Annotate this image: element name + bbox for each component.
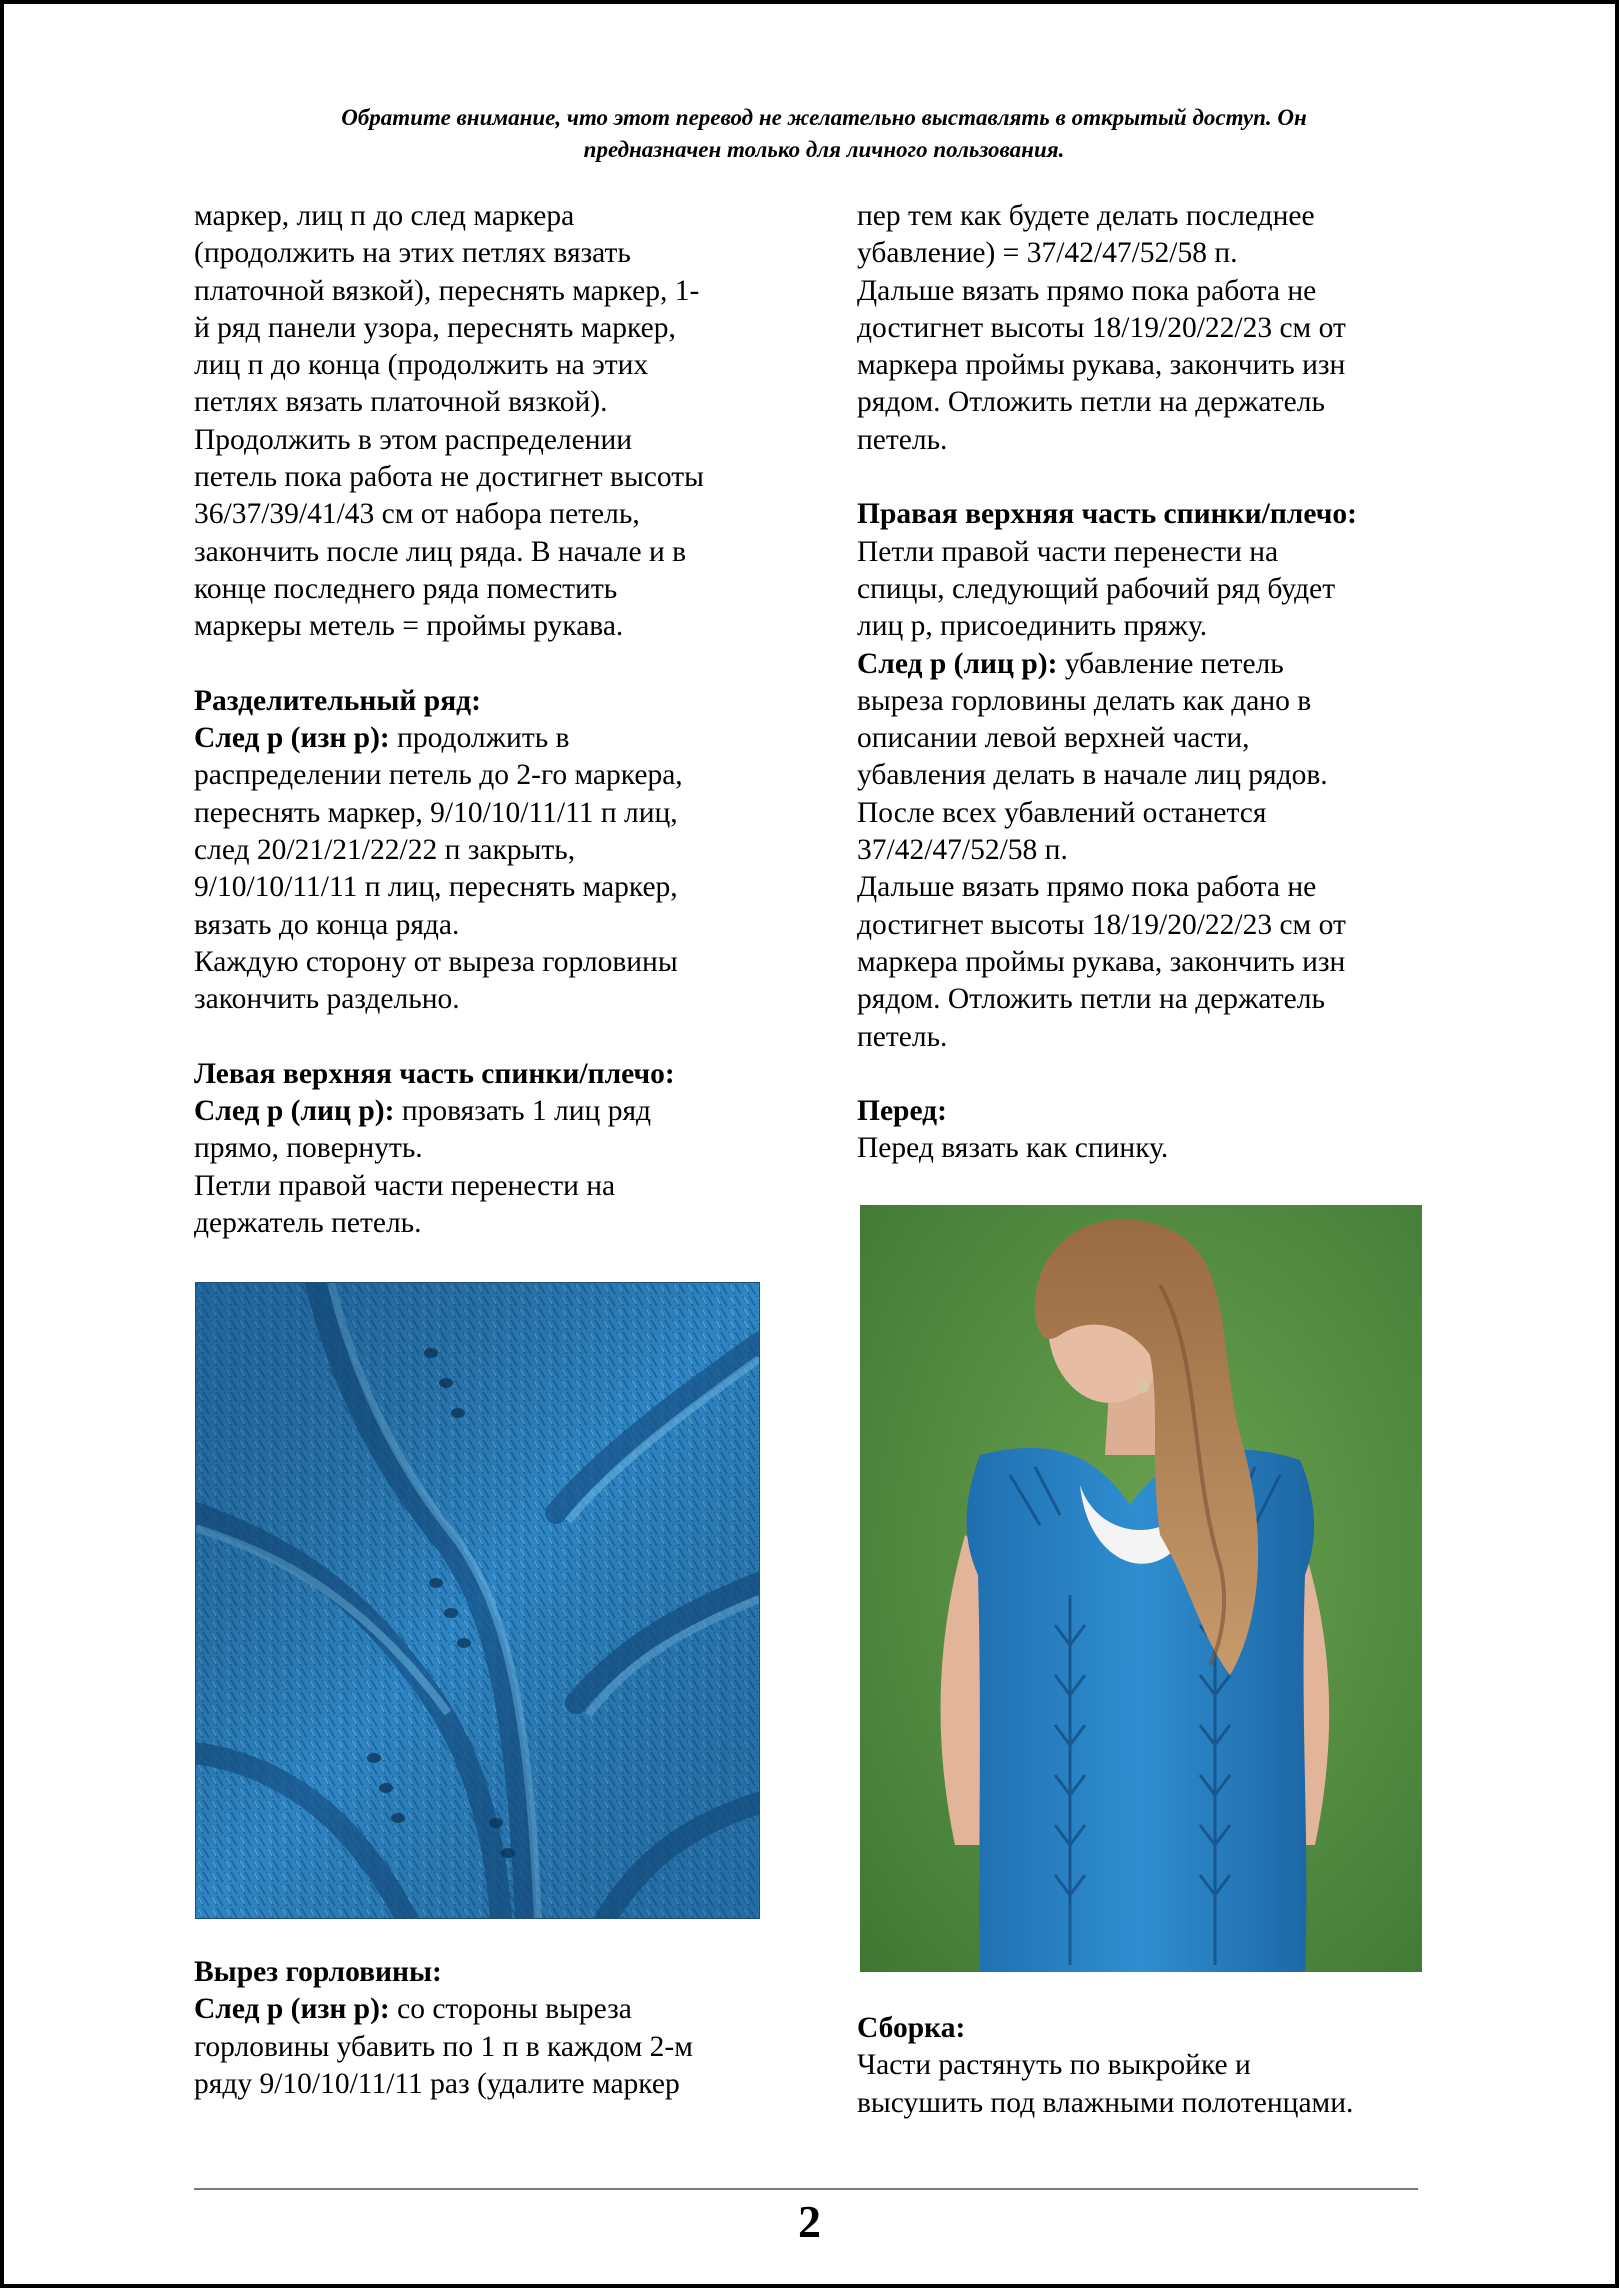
blank-line [194, 1019, 704, 1056]
text-line: достигнет высоты 18/19/20/22/23 см от [857, 908, 1346, 941]
text-line: достигнет высоты 18/19/20/22/23 см от [857, 311, 1346, 344]
heading-text: Перед: [857, 1095, 947, 1128]
text-line [194, 1093, 704, 1130]
row-label: След р (изн р): [194, 722, 390, 755]
text-line: Дальше вязать прямо пока работа не [857, 274, 1317, 307]
right-column-bottom-text [857, 2010, 1353, 2122]
text-run: со стороны выреза [389, 1993, 632, 2026]
row-label: След р (изн р): [194, 1993, 390, 2026]
text-line: (продолжить на этих петлях вязать [194, 237, 631, 270]
text-line: прямо, повернуть. [194, 1132, 423, 1165]
text-line: Дальше вязать прямо пока работа не [857, 871, 1317, 904]
text-line: маркера проймы рукава, закончить изн [857, 349, 1346, 382]
left-column-text [194, 198, 704, 1242]
section-heading-assembly [857, 2010, 1353, 2047]
text-line: пер тем как будете делать последнее [857, 200, 1315, 232]
model-back-view-photo [860, 1205, 1422, 1972]
text-line: лиц р, присоединить пряжу. [857, 610, 1208, 643]
text-line: Продолжить в этом распределении [194, 423, 633, 456]
text-line: спицы, следующий рабочий ряд будет [857, 572, 1336, 605]
text-line: Каждую сторону от выреза горловины [194, 945, 678, 978]
text-line [194, 1991, 693, 2028]
text-line: ряду 9/10/10/11/11 раз (удалите маркер [194, 2067, 680, 2100]
text-line: петлях вязать платочной вязкой). [194, 386, 608, 419]
row-label: След р (лиц р): [194, 1095, 395, 1128]
section-heading-divider-row [194, 683, 704, 720]
text-line: переснять маркер, 9/10/10/11/11 п лиц, [194, 796, 678, 829]
text-line: распределении петель до 2-го маркера, [194, 759, 683, 792]
text-line: рядом. Отложить петли на держатель [857, 983, 1325, 1016]
section-heading-left-upper [194, 1056, 704, 1093]
text-line: 9/10/10/11/11 п лиц, переснять маркер, [194, 871, 678, 904]
heading-text: Вырез горловины: [194, 1956, 442, 1988]
text-line: Петли правой части перенести на [857, 535, 1279, 568]
page-number: 2 [798, 2196, 821, 2247]
text-line: лиц п до конца (продолжить на этих [194, 349, 649, 382]
text-line: вязать до конца ряда. [194, 908, 460, 941]
text-line: маркеры метель = проймы рукава. [194, 610, 624, 643]
notice-line-1: Обратите внимание, что этот перевод не желательно выставлять в открытый доступ. Он [341, 105, 1307, 130]
text-line [194, 720, 704, 757]
text-line: описании левой верхней части, [857, 722, 1250, 755]
distribution-notice [154, 102, 1494, 166]
heading-text: Разделительный ряд: [194, 684, 481, 717]
text-line: платочной вязкой), переснять маркер, 1- [194, 274, 700, 307]
heading-text: Правая верхняя часть спинки/плечо: [857, 498, 1357, 531]
text-line: закончить раздельно. [194, 983, 460, 1016]
text-line: петель пока работа не достигнет высоты [194, 461, 704, 494]
blank-line [857, 1056, 1357, 1093]
text-line: петель. [857, 423, 948, 456]
text-line: конце последнего ряда поместить [194, 572, 618, 605]
blank-line [857, 459, 1357, 496]
text-line: Части растянуть по выкройке и [857, 2049, 1251, 2082]
section-heading-right-upper [857, 496, 1357, 533]
text-line: держатель петель. [194, 1207, 422, 1240]
text-line: закончить после лиц ряда. В начале и в [194, 535, 687, 568]
row-label: След р (лиц р): [857, 647, 1058, 680]
text-run: провязать 1 лиц ряд [394, 1095, 652, 1128]
section-heading-front [857, 1093, 1357, 1130]
text-line: маркера проймы рукава, закончить изн [857, 945, 1346, 978]
text-line: выреза горловины делать как дано в [857, 684, 1312, 717]
text-line: й ряд панели узора, переснять маркер, [194, 311, 676, 344]
section-heading-neckline [194, 1954, 693, 1991]
text-line: После всех убавлений останется [857, 796, 1267, 829]
blank-line [194, 646, 704, 683]
text-line: 37/42/47/52/58 п. [857, 834, 1068, 867]
left-column-bottom-text [194, 1954, 693, 2103]
right-column-text [857, 198, 1357, 1168]
text-line: Перед вязать как спинку. [857, 1132, 1169, 1165]
text-line: маркер, лиц п до след маркера [194, 200, 575, 232]
heading-text: Сборка: [857, 2012, 966, 2044]
text-line: убавление) = 37/42/47/52/58 п. [857, 237, 1238, 270]
text-line: 36/37/39/41/43 см от набора петель, [194, 498, 640, 531]
text-line: рядом. Отложить петли на держатель [857, 386, 1325, 419]
text-line: петель. [857, 1020, 948, 1053]
notice-line-2: предназначен только для личного пользования. [583, 137, 1065, 162]
text-line [857, 646, 1357, 683]
text-line: убавления делать в начале лиц рядов. [857, 759, 1328, 792]
text-run: убавление петель [1057, 647, 1284, 680]
text-line: след 20/21/21/22/22 п закрыть, [194, 834, 576, 867]
knit-swatch-photo [195, 1282, 760, 1919]
text-run: продолжить в [389, 722, 570, 755]
text-line: высушить под влажными полотенцами. [857, 2086, 1354, 2119]
footer-divider [194, 2188, 1418, 2190]
heading-text: Левая верхняя часть спинки/плечо: [194, 1057, 675, 1090]
text-line: Петли правой части перенести на [194, 1169, 616, 1202]
text-line: горловины убавить по 1 п в каждом 2-м [194, 2030, 693, 2063]
